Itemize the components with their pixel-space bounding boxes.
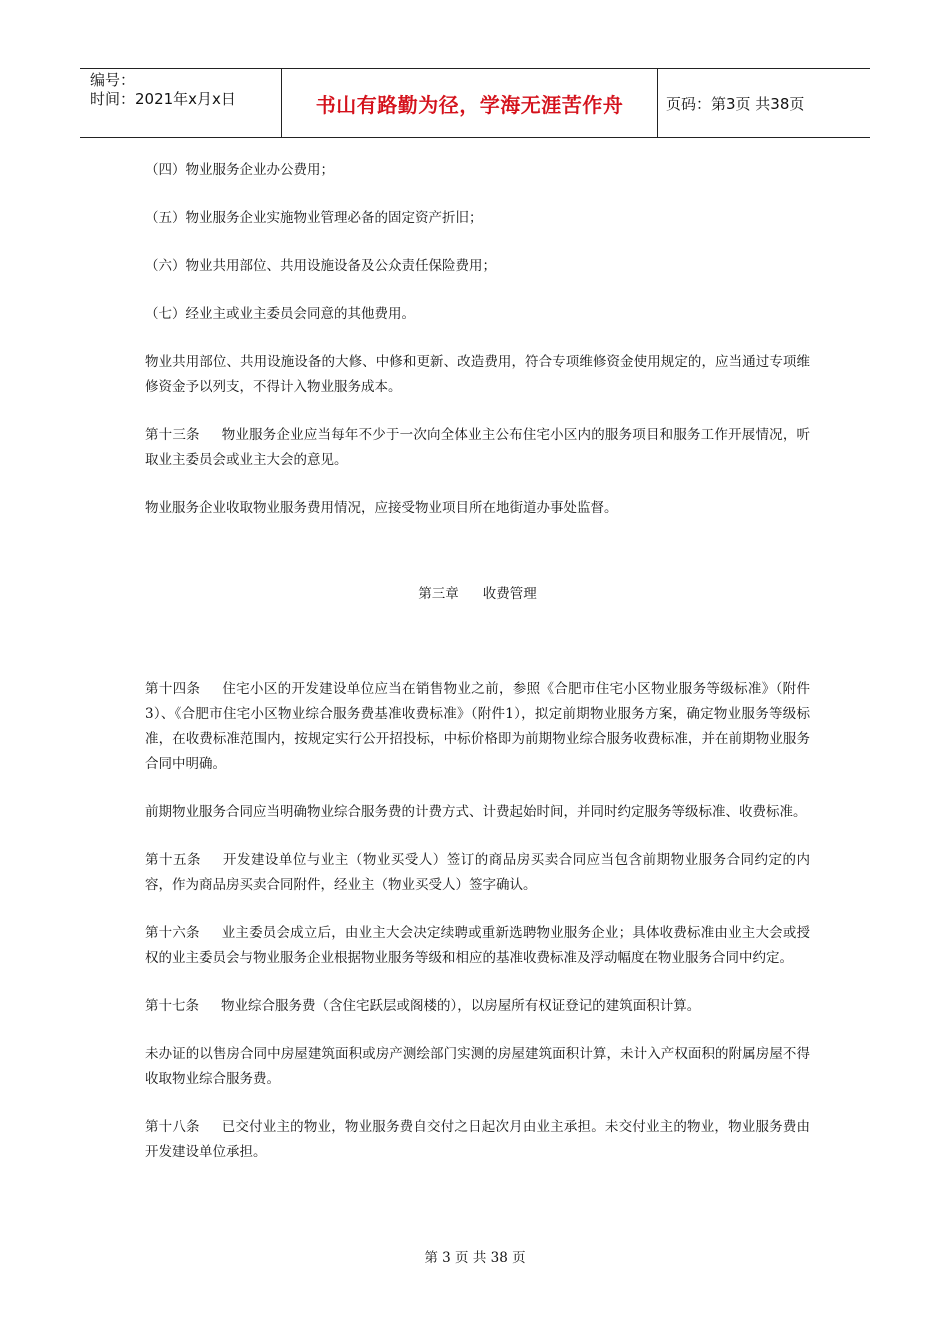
paragraph: （七）经业主或业主委员会同意的其他费用。 xyxy=(145,306,415,322)
paragraph: 物业共用部位、共用设施设备的大修、中修和更新、改造费用，符合专项维修资金使用规定的，应当通过专项维修资金予以列支，不得计入物业服务成本。 xyxy=(145,354,810,395)
article-text: 开发建设单位与业主（物业买受人）签订的商品房买卖合同应当包含前期物业服务合同约定的内容，作为商品房买卖合同附件，经业主（物业买受人）签字确认。 xyxy=(145,852,811,893)
article-paragraph xyxy=(145,848,810,898)
article-paragraph xyxy=(145,921,810,971)
article-text: 物业综合服务费（含住宅跃层或阁楼的），以房屋所有权证登记的建筑面积计算。 xyxy=(221,998,701,1014)
paragraph: （五）物业服务企业实施物业管理必备的固定资产折旧； xyxy=(145,210,483,226)
article-text: 业主委员会成立后，由业主大会决定续聘或重新选聘物业服务企业；具体收费标准由业主大会或授权的业主委员会与物业服务企业根据物业服务等级和相应的基准收费标准及浮动幅度在物业服务合同中约定。 xyxy=(145,925,811,966)
document-time-label: 时间：2021年x月x日 xyxy=(90,90,236,108)
article-number: 第十三条 xyxy=(145,427,200,443)
document-number-label: 编号： xyxy=(90,71,136,89)
article-text: 已交付业主的物业，物业服务费自交付之日起次月由业主承担。未交付业主的物业，物业服务费由开发建设单位承担。 xyxy=(145,1119,811,1160)
article-paragraph xyxy=(145,677,810,777)
chapter-name: 收费管理 xyxy=(482,586,537,602)
document-body xyxy=(145,158,810,1188)
article-text: 物业服务企业应当每年不少于一次向全体业主公布住宅小区内的服务项目和服务工作开展情况，听取业主委员会或业主大会的意见。 xyxy=(145,427,811,468)
article-paragraph xyxy=(145,994,810,1019)
paragraph: （六）物业共用部位、共用设施设备及公众责任保险费用； xyxy=(145,258,496,274)
article-number: 第十四条 xyxy=(145,681,201,697)
header-page-info: 页码：第3页 共38页 xyxy=(666,94,805,113)
spacer xyxy=(145,544,810,582)
paragraph: 未办证的以售房合同中房屋建筑面积或房产测绘部门实测的房屋建筑面积计算，未计入产权面积的附属房屋不得收取物业综合服务费。 xyxy=(145,1046,810,1087)
header-meta xyxy=(80,69,282,137)
article-number: 第十七条 xyxy=(145,998,199,1014)
article-text: 住宅小区的开发建设单位应当在销售物业之前，参照《合肥市住宅小区物业服务等级标准》（附件3）、《合肥市住宅小区物业综合服务费基准收费标准》（附件1），拟定前期物业服务方案，确定物业服务等级标准，在收费标准范围内，按规定实行公开招投标，中标价格即为前期物业综合服务收费标准，并在前期物业服务合同中明确。 xyxy=(145,681,811,772)
article-number: 第十五条 xyxy=(145,852,201,868)
chapter-heading xyxy=(145,582,810,607)
article-paragraph xyxy=(145,1115,810,1165)
paragraph: 前期物业服务合同应当明确物业综合服务费的计费方式、计费起始时间，并同时约定服务等级标准、收费标准。 xyxy=(145,804,807,820)
paragraph: 物业服务企业收取物业服务费用情况，应接受物业项目所在地街道办事处监督。 xyxy=(145,500,618,516)
chapter-title: 第三章 xyxy=(418,586,459,602)
article-number: 第十八条 xyxy=(145,1119,200,1135)
document-header xyxy=(80,68,870,138)
header-motto: 书山有路勤为径，学海无涯苦作舟 xyxy=(282,69,658,137)
page-footer: 第 3 页 共 38 页 xyxy=(424,1250,526,1266)
article-number: 第十六条 xyxy=(145,925,200,941)
paragraph: （四）物业服务企业办公费用； xyxy=(145,162,334,178)
article-paragraph xyxy=(145,423,810,473)
